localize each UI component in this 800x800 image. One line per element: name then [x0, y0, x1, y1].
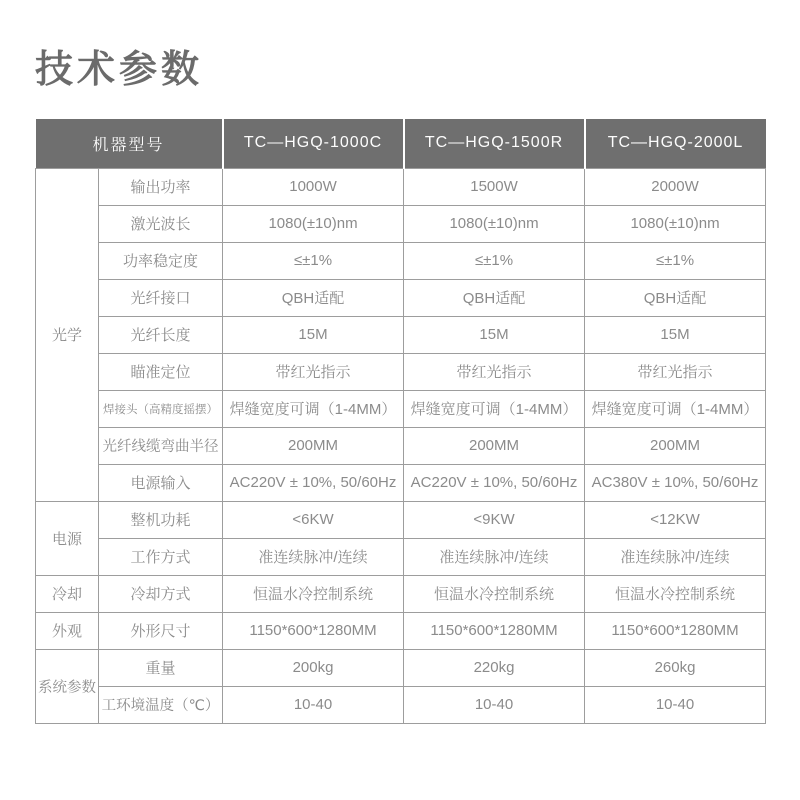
category-optics: 光学 — [36, 168, 99, 501]
row-value: 1500W — [404, 168, 585, 205]
category-power: 电源 — [36, 501, 99, 575]
header-model-3: TC—HGQ-2000L — [585, 119, 766, 169]
row-label: 激光波长 — [99, 205, 223, 242]
row-value: ≤±1% — [585, 242, 766, 279]
row-value: 带红光指示 — [223, 353, 404, 390]
row-value: 焊缝宽度可调（1-4MM） — [223, 390, 404, 427]
table-row — [36, 649, 766, 686]
row-value: 恒温水冷控制系统 — [585, 575, 766, 612]
row-label: 工作方式 — [99, 538, 223, 575]
row-label: 光纤长度 — [99, 316, 223, 353]
category-system: 系统参数 — [36, 649, 99, 723]
row-value: 准连续脉冲/连续 — [585, 538, 766, 575]
row-value: AC380V ± 10%, 50/60Hz — [585, 464, 766, 501]
row-value: 15M — [404, 316, 585, 353]
row-value: 1150*600*1280MM — [585, 612, 766, 649]
row-value: 200MM — [585, 427, 766, 464]
table-row — [36, 242, 766, 279]
header-model-label: 机器型号 — [36, 119, 223, 169]
header-model-2: TC—HGQ-1500R — [404, 119, 585, 169]
row-label: 电源输入 — [99, 464, 223, 501]
row-value: QBH适配 — [223, 279, 404, 316]
row-value: 260kg — [585, 649, 766, 686]
row-value: 焊缝宽度可调（1-4MM） — [585, 390, 766, 427]
spec-table-body — [36, 168, 766, 723]
table-row — [36, 205, 766, 242]
row-value: 1150*600*1280MM — [404, 612, 585, 649]
row-value: 10-40 — [585, 686, 766, 723]
table-row — [36, 168, 766, 205]
row-value: 2000W — [585, 168, 766, 205]
row-value: AC220V ± 10%, 50/60Hz — [404, 464, 585, 501]
row-value: ≤±1% — [223, 242, 404, 279]
row-label: 工环境温度（℃） — [99, 686, 223, 723]
row-value: 1080(±10)nm — [585, 205, 766, 242]
row-value: <6KW — [223, 501, 404, 538]
row-value: 1150*600*1280MM — [223, 612, 404, 649]
table-row — [36, 279, 766, 316]
row-value: 10-40 — [404, 686, 585, 723]
row-value: <12KW — [585, 501, 766, 538]
row-label: 重量 — [99, 649, 223, 686]
category-appearance: 外观 — [36, 612, 99, 649]
table-row — [36, 464, 766, 501]
table-row — [36, 427, 766, 464]
row-value: 1080(±10)nm — [404, 205, 585, 242]
row-label: 瞄准定位 — [99, 353, 223, 390]
table-row — [36, 353, 766, 390]
row-value: QBH适配 — [404, 279, 585, 316]
row-value: 恒温水冷控制系统 — [223, 575, 404, 612]
row-label: 输出功率 — [99, 168, 223, 205]
row-value: 带红光指示 — [585, 353, 766, 390]
row-label: 光纤线缆弯曲半径 — [99, 427, 223, 464]
row-value: ≤±1% — [404, 242, 585, 279]
table-row — [36, 686, 766, 723]
table-row — [36, 501, 766, 538]
header-model-1: TC—HGQ-1000C — [223, 119, 404, 169]
row-value: 10-40 — [223, 686, 404, 723]
row-value: 200MM — [223, 427, 404, 464]
row-value: QBH适配 — [585, 279, 766, 316]
page-title: 技术参数 — [35, 49, 204, 91]
table-row — [36, 316, 766, 353]
row-value: 恒温水冷控制系统 — [404, 575, 585, 612]
row-label: 整机功耗 — [99, 501, 223, 538]
row-label: 冷却方式 — [99, 575, 223, 612]
row-value: 准连续脉冲/连续 — [223, 538, 404, 575]
row-value: 焊缝宽度可调（1-4MM） — [404, 390, 585, 427]
row-value: 200MM — [404, 427, 585, 464]
row-value: <9KW — [404, 501, 585, 538]
row-value: 带红光指示 — [404, 353, 585, 390]
row-value: 200kg — [223, 649, 404, 686]
table-row — [36, 538, 766, 575]
row-value: AC220V ± 10%, 50/60Hz — [223, 464, 404, 501]
row-value: 15M — [223, 316, 404, 353]
spec-table — [35, 119, 766, 724]
spec-table-header — [36, 119, 766, 169]
table-row — [36, 575, 766, 612]
row-label: 外形尺寸 — [99, 612, 223, 649]
row-value: 1000W — [223, 168, 404, 205]
table-row — [36, 612, 766, 649]
row-label: 光纤接口 — [99, 279, 223, 316]
category-cooling: 冷却 — [36, 575, 99, 612]
row-value: 15M — [585, 316, 766, 353]
header-row — [36, 119, 766, 169]
row-value: 准连续脉冲/连续 — [404, 538, 585, 575]
row-value: 1080(±10)nm — [223, 205, 404, 242]
row-label: 功率稳定度 — [99, 242, 223, 279]
row-value: 220kg — [404, 649, 585, 686]
table-row — [36, 390, 766, 427]
row-label: 焊接头（高精度摇摆） — [99, 390, 223, 427]
